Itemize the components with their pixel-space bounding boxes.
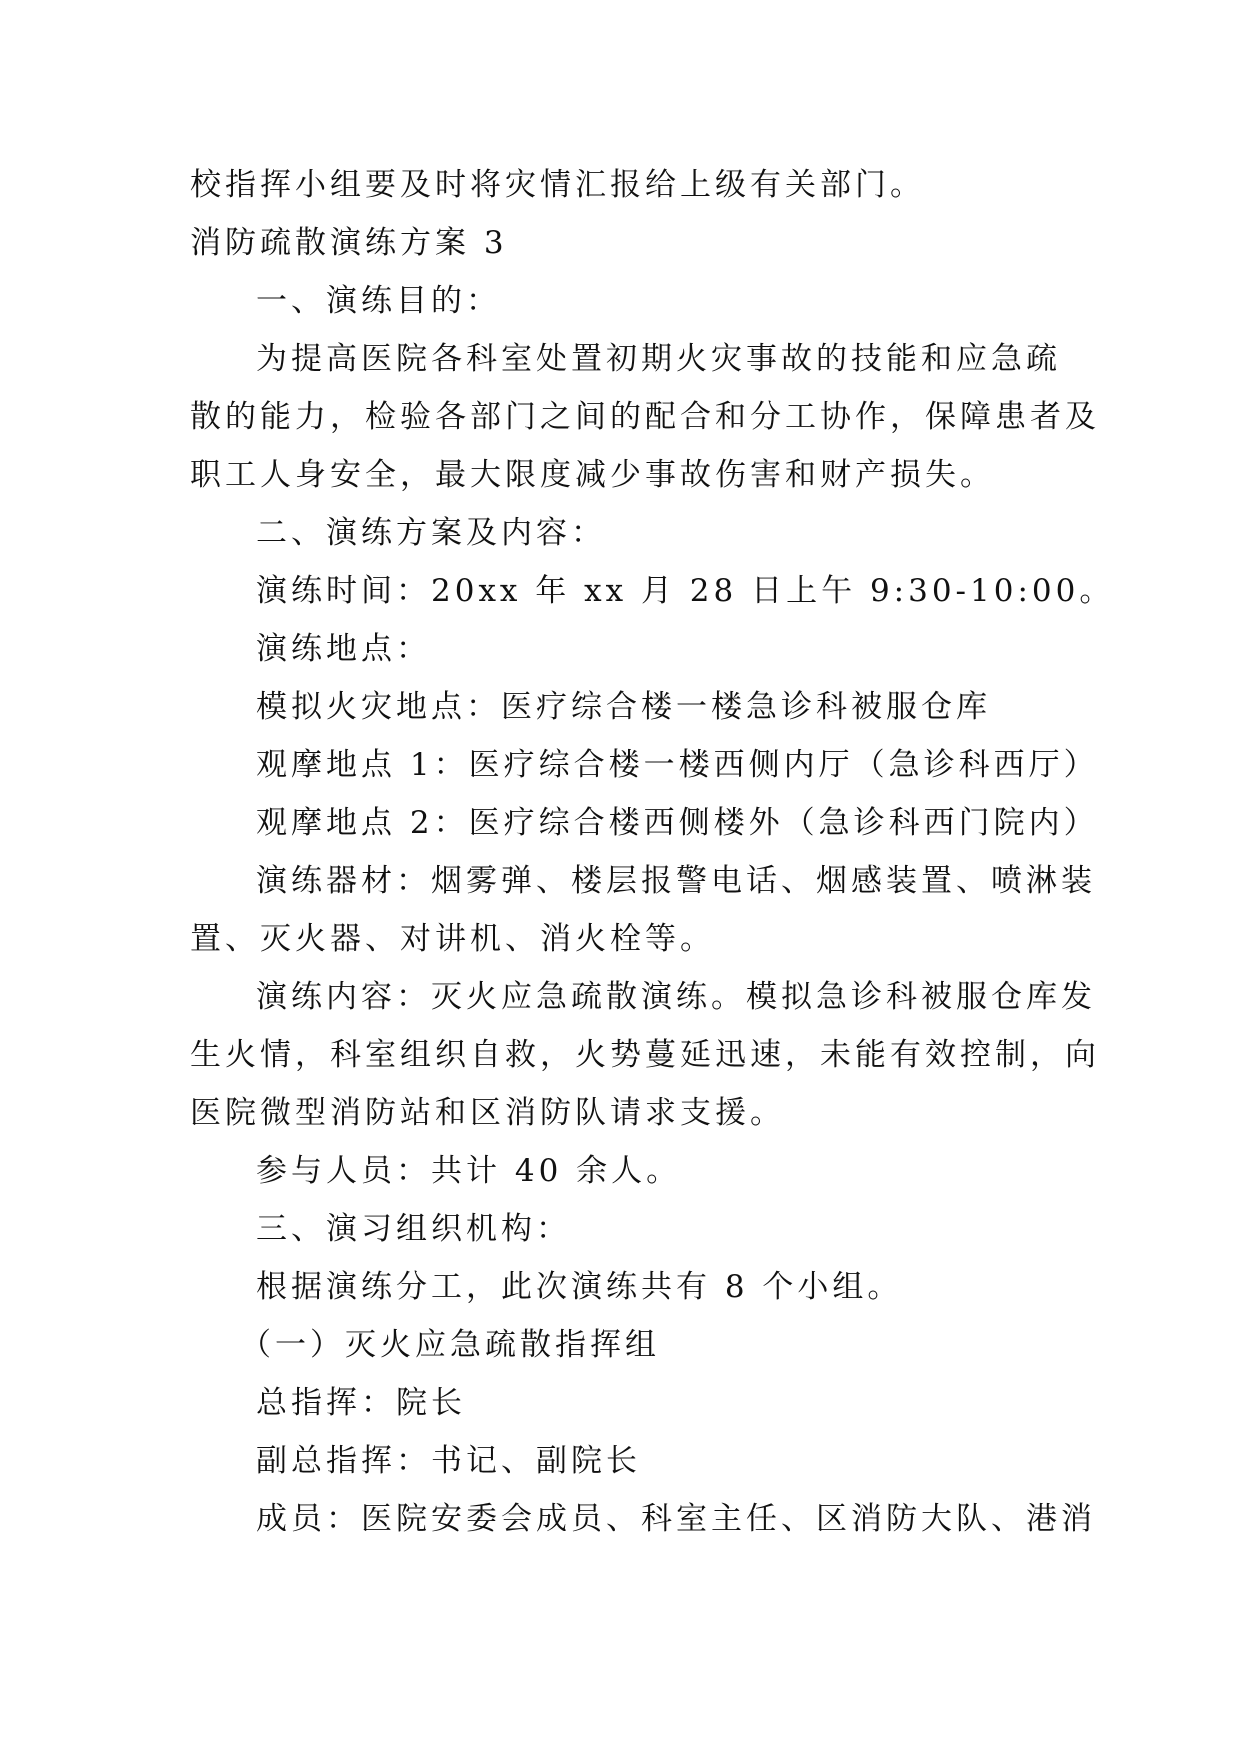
heading: 三、演习组织机构： xyxy=(256,1211,571,1247)
text-line: 演练时间：20xx 年 xx 月 28 日上午 9:30-10:00。 xyxy=(256,573,1115,609)
heading: 一、演练目的： xyxy=(256,283,501,319)
text-line: 置、灭火器、对讲机、消火栓等。 xyxy=(190,921,715,957)
text-line: 演练器材：烟雾弹、楼层报警电话、烟感装置、喷淋装 xyxy=(256,863,1096,899)
text-line: 观摩地点 1：医疗综合楼一楼西侧内厅（急诊科西厅） xyxy=(256,747,1099,783)
text-line: 模拟火灾地点：医疗综合楼一楼急诊科被服仓库 xyxy=(256,689,991,725)
text-line: 生火情，科室组织自救，火势蔓延迅速，未能有效控制，向 xyxy=(190,1037,1100,1073)
text-line: 参与人员：共计 40 余人。 xyxy=(256,1153,682,1189)
section-title: 消防疏散演练方案 3 xyxy=(190,225,508,261)
text-line: 观摩地点 2：医疗综合楼西侧楼外（急诊科西门院内） xyxy=(256,805,1099,841)
text-line: 总指挥：院长 xyxy=(256,1385,466,1421)
text-line: 演练地点： xyxy=(256,631,431,667)
text-line: 根据演练分工，此次演练共有 8 个小组。 xyxy=(256,1269,903,1305)
text-line: 成员：医院安委会成员、科室主任、区消防大队、港消 xyxy=(256,1501,1096,1537)
subheading: （一）灭火应急疏散指挥组 xyxy=(240,1327,660,1363)
heading: 二、演练方案及内容： xyxy=(256,515,606,551)
text-line: 散的能力，检验各部门之间的配合和分工协作，保障患者及 xyxy=(190,399,1100,435)
text-line: 职工人身安全，最大限度减少事故伤害和财产损失。 xyxy=(190,457,995,493)
text-line: 为提高医院各科室处置初期火灾事故的技能和应急疏 xyxy=(256,341,1061,377)
text-line: 副总指挥：书记、副院长 xyxy=(256,1443,641,1479)
text-line: 医院微型消防站和区消防队请求支援。 xyxy=(190,1095,785,1131)
document-page xyxy=(190,156,1115,1548)
text-line: 校指挥小组要及时将灾情汇报给上级有关部门。 xyxy=(190,167,925,203)
text-line: 演练内容：灭火应急疏散演练。模拟急诊科被服仓库发 xyxy=(256,979,1096,1015)
